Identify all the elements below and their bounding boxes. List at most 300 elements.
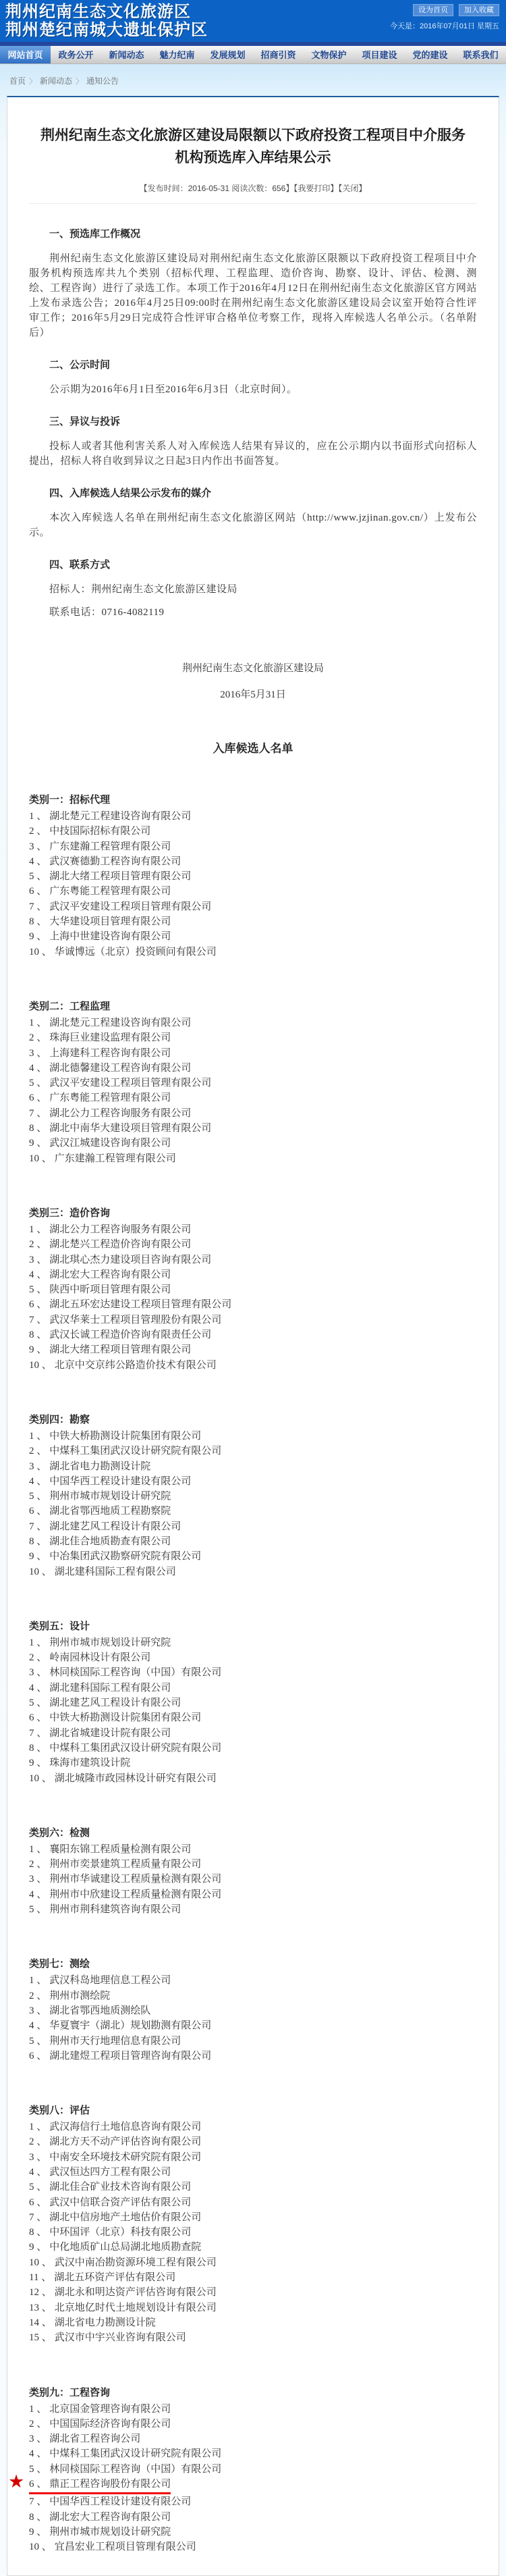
nav-item-8[interactable]: 项目建设 <box>362 50 397 60</box>
category-heading: 类别一：招标代理 <box>29 794 111 806</box>
breadcrumb-link-2[interactable]: 新闻动态 <box>40 76 73 86</box>
list-item-number: 2 、 <box>29 1859 47 1870</box>
nav-item-5[interactable]: 发展规划 <box>210 50 246 60</box>
set-home-button[interactable]: 设为首页 <box>413 4 453 16</box>
list-item-number: 2 、 <box>29 826 47 837</box>
list-item <box>29 2432 477 2446</box>
list-item-name: 北京国金管理咨询有限公司 <box>49 2403 171 2415</box>
list-item-name: 中国国际经济咨询有限公司 <box>49 2418 171 2429</box>
list-item <box>29 2270 477 2285</box>
nav-item-2[interactable]: 政务公开 <box>58 50 94 60</box>
list-item-number: 9 、 <box>29 2242 47 2253</box>
list-item-number: 9 、 <box>29 1138 47 1149</box>
breadcrumb-link-3[interactable]: 通知公告 <box>86 76 119 86</box>
list-item <box>29 2446 477 2461</box>
list-item-name: 湖北中南华大建设项目管理有限公司 <box>49 1123 212 1134</box>
category-block-8 <box>29 2103 477 2345</box>
list-item <box>29 1030 477 1045</box>
list-item-number: 6 、 <box>29 1299 47 1311</box>
list-item-number: 4 、 <box>29 1889 47 1900</box>
list-item <box>29 2540 477 2554</box>
list-item-name: 鼎正工程咨询股份有限公司 <box>49 2479 171 2490</box>
list-item <box>29 2285 477 2300</box>
list-item <box>29 2402 477 2417</box>
list-item-number: 4 、 <box>29 856 47 867</box>
list-item <box>29 1565 477 1579</box>
list-item <box>29 2330 477 2345</box>
candidate-list-title: 入库候选人名单 <box>213 742 293 755</box>
list-item <box>29 1771 477 1786</box>
list-item-name: 湖北建科国际工程有限公司 <box>49 1682 171 1693</box>
list-item-number: 6 、 <box>29 2479 47 2490</box>
list-item-name: 中国华西工程设计建设有限公司 <box>49 1475 192 1487</box>
list-item-number: 8 、 <box>29 1330 47 1341</box>
list-item-name: 广东粤能工程管理有限公司 <box>49 886 171 897</box>
list-item-number: 3 、 <box>29 1254 47 1265</box>
list-item-name: 荆州市奕景建筑工程质量有限公司 <box>49 1859 202 1870</box>
list-item <box>29 1534 477 1549</box>
list-item-name: 中国华西工程设计建设有限公司 <box>49 2496 192 2508</box>
list-item <box>29 1282 477 1297</box>
list-item <box>29 1313 477 1328</box>
list-item-number: 8 、 <box>29 2511 47 2523</box>
list-item-name: 湖北省鄂西地质测绘队 <box>49 2005 151 2016</box>
list-item-name: 武汉科岛地理信息工程公司 <box>49 1975 171 1987</box>
list-item <box>29 1222 477 1237</box>
list-item-name: 湖北永和明达资产评估咨询有限公司 <box>54 2287 217 2298</box>
list-item-name: 湖北省电力勘测设计院 <box>49 1461 151 1472</box>
category-heading: 类别六：检测 <box>29 1826 90 1839</box>
signature-org: 荆州纪南生态文化旅游区建设局 <box>181 663 324 674</box>
list-item-name: 中南安全环境技术研究院有限公司 <box>49 2151 202 2163</box>
list-item-number: 6 、 <box>29 886 47 897</box>
list-item-number: 10 、 <box>29 2257 52 2268</box>
list-item-number: 3 、 <box>29 2434 47 2445</box>
list-item-name: 北京地亿时代土地规划设计有限公司 <box>54 2302 217 2313</box>
list-item-name: 湖北琪心杰力建设项目咨询有限公司 <box>49 1254 212 1265</box>
list-item-number: 3 、 <box>29 1874 47 1885</box>
list-item-number: 10 、 <box>29 946 52 957</box>
category-heading: 类别九：工程咨询 <box>29 2386 111 2398</box>
list-item <box>29 1681 477 1696</box>
list-item-name: 武汉海信行土地信息咨询有限公司 <box>49 2122 202 2133</box>
list-item <box>29 1076 477 1090</box>
list-item-name: 湖北五环资产评估有限公司 <box>54 2272 176 2284</box>
list-item-name: 大华建设项目管理有限公司 <box>49 916 171 928</box>
category-heading: 类别八：评估 <box>29 2105 90 2117</box>
list-item-name: 湖北佳合地质勘查有限公司 <box>49 1535 171 1547</box>
category-block-4 <box>29 1412 477 1579</box>
list-item <box>29 899 477 914</box>
list-item <box>29 929 477 944</box>
list-item-name: 广东粤能工程管理有限公司 <box>49 1093 171 1104</box>
category-block-6 <box>29 1825 477 1917</box>
list-item-name: 湖北佳合矿业技术咨询有限公司 <box>49 2182 192 2193</box>
list-item <box>29 1459 477 1474</box>
list-item-name: 湖北建艺风工程设计有限公司 <box>49 1521 181 1532</box>
list-item-number: 5 、 <box>29 1491 47 1502</box>
section-paragraph: 荆州纪南生态文化旅游区建设局对荆州纪南生态文化旅游区限额以下政府投资工程项目中介服务机构预选库共九个类别（招标代理、工程监理、造价咨询、勘察、设计、评估、检测、测绘、工程咨询）进行了录选工作。本项工作于2016年4月12日在荆州纪南生态文化旅游区官方网站上发布录选公告；2016年4月25日09:00时在荆州纪南生态文化旅游区建设局会议室开始符合性评审工作；2016年5月29日完成符合性评审合格单位考察工作，现将入库候选人名单公示。（名单附后） <box>29 253 477 338</box>
category-heading: 类别二：工程监理 <box>29 1000 111 1012</box>
list-item <box>29 1121 477 1136</box>
list-item-name: 湖北省工程咨询公司 <box>49 2434 141 2445</box>
breadcrumb-link-1[interactable]: 首页 <box>9 76 26 86</box>
list-item-number: 10 、 <box>29 1359 52 1371</box>
list-item-number: 4 、 <box>29 1475 47 1487</box>
list-item-number: 5 、 <box>29 1078 47 1089</box>
article-card <box>7 96 499 2576</box>
list-item-number: 6 、 <box>29 1093 47 1104</box>
list-item-name: 湖北省电力勘测设计院 <box>54 2317 156 2328</box>
list-item <box>29 2494 477 2509</box>
list-item <box>29 1741 477 1756</box>
list-item <box>29 2301 477 2315</box>
list-item-number: 3 、 <box>29 1667 47 1679</box>
list-item <box>29 2525 477 2540</box>
list-item-number: 1 、 <box>29 811 47 822</box>
list-item <box>29 1650 477 1665</box>
list-item-name: 珠海市建筑设计院 <box>49 1758 131 1769</box>
list-item-name: 荆州市城市规划设计研究院 <box>49 1491 171 1502</box>
list-item-name: 湖北德馨建设工程咨询有限公司 <box>49 1062 192 1074</box>
list-item-number: 6 、 <box>29 2197 47 2208</box>
list-item-name: 广东建瀚工程管理有限公司 <box>54 1153 176 1164</box>
site-title-line2: 荆州楚纪南城大遗址保护区 <box>5 21 208 39</box>
list-item <box>29 945 477 960</box>
list-item-name: 湖北公力工程咨询服务有限公司 <box>49 1224 192 1235</box>
list-item-name: 岭南园林设计有限公司 <box>49 1652 151 1664</box>
list-item-name: 华夏寰宇（湖北）规划勘测有限公司 <box>49 2020 212 2032</box>
list-item-name: 中铁大桥勘测设计院集团有限公司 <box>49 1712 202 1724</box>
list-item-name: 中化地质矿山总局湖北地质勘查院 <box>49 2242 202 2253</box>
list-item-number: 1 、 <box>29 1430 47 1442</box>
print-button[interactable]: 【我要打印】 <box>293 184 339 193</box>
list-item <box>29 914 477 929</box>
list-item <box>29 1090 477 1105</box>
list-item-number: 10 、 <box>29 1153 52 1164</box>
list-item-number: 4 、 <box>29 2167 47 2178</box>
category-block-1 <box>29 792 477 960</box>
list-item-number: 2 、 <box>29 2418 47 2429</box>
list-item-name: 湖北宏大工程咨询有限公司 <box>49 2511 171 2523</box>
list-item-name: 珠海巨业建设监理有限公司 <box>49 1032 171 1044</box>
category-block-5 <box>29 1619 477 1786</box>
category-block-9 <box>8 2385 477 2555</box>
list-item <box>29 1151 477 1166</box>
list-item-name: 武汉华莱士工程项目管理股份有限公司 <box>49 1314 222 1325</box>
list-item-number: 13 、 <box>29 2302 52 2313</box>
list-item-number: 5 、 <box>29 1904 47 1916</box>
list-item <box>29 1887 477 1902</box>
list-item-number: 5 、 <box>29 2463 47 2475</box>
list-item-name: 荆州市天行地理信息有限公司 <box>49 2035 181 2047</box>
list-item <box>29 1444 477 1458</box>
list-item-name: 中煤科工集团武汉设计研究院有限公司 <box>49 1742 222 1754</box>
page-title: 荆州纪南生态文化旅游区建设局限额以下政府投资工程项目中介服务机构预选库入库结果公示 <box>40 128 466 165</box>
list-item-name: 武汉中信联合资产评估有限公司 <box>49 2197 192 2208</box>
highlighted-item <box>29 2477 171 2494</box>
list-item-name: 中技国际招标有限公司 <box>49 826 151 837</box>
list-item-name: 中煤科工集团武汉设计研究院有限公司 <box>49 1446 222 1457</box>
header-right <box>390 3 499 31</box>
list-item <box>29 1489 477 1504</box>
list-item-name: 湖北楚元工程建设咨询有限公司 <box>49 1017 192 1028</box>
list-item <box>29 2510 477 2525</box>
list-item-number: 6 、 <box>29 1712 47 1724</box>
list-item <box>29 1358 477 1373</box>
list-item <box>29 1046 477 1061</box>
list-item <box>29 2180 477 2194</box>
list-item-name: 林同棪国际工程咨询（中国）有限公司 <box>49 2463 222 2475</box>
list-item <box>29 1474 477 1489</box>
list-item <box>29 1549 477 1564</box>
list-item <box>29 2315 477 2330</box>
list-item-number: 8 、 <box>29 916 47 928</box>
list-item <box>29 1061 477 1076</box>
signature-date: 2016年5月31日 <box>220 689 286 700</box>
section-heading-3: 三、异议与投诉 <box>49 416 121 427</box>
list-item-name: 湖北五环宏达建设工程项目管理有限公司 <box>49 1299 232 1311</box>
list-item <box>29 1504 477 1519</box>
nav-item-9[interactable]: 党的建设 <box>412 50 448 60</box>
list-item <box>29 2255 477 2270</box>
category-heading: 类别五：设计 <box>29 1620 90 1632</box>
nav-item-4[interactable]: 魅力纪南 <box>159 50 195 60</box>
add-favorite-button[interactable]: 加入收藏 <box>459 4 499 16</box>
list-item-number: 5 、 <box>29 1284 47 1296</box>
list-item-name: 荆州市测绘院 <box>49 1990 111 2001</box>
list-item <box>29 2134 477 2149</box>
list-item-number: 8 、 <box>29 1742 47 1754</box>
list-item <box>29 2195 477 2210</box>
list-item <box>29 854 477 869</box>
list-item-name: 荆州市华诚建设工程质量检测有限公司 <box>49 1874 222 1885</box>
list-item-name: 武汉赛德勤工程咨询有限公司 <box>49 856 181 867</box>
list-item-name: 湖北方天不动产评估咨询有限公司 <box>49 2136 202 2148</box>
list-item-number: 2 、 <box>29 1446 47 1457</box>
list-item <box>29 2034 477 2049</box>
list-item-number: 10 、 <box>29 1566 52 1577</box>
category-block-7 <box>29 1956 477 2064</box>
list-item-number: 12 、 <box>29 2287 52 2298</box>
list-item <box>29 2018 477 2033</box>
list-item-name: 湖北省城建设计院有限公司 <box>49 1727 171 1739</box>
list-item <box>29 2120 477 2134</box>
list-item <box>29 1136 477 1151</box>
section-paragraph: 招标人：荆州纪南生态文化旅游区建设局 <box>49 584 238 595</box>
list-item-name: 武汉长诚工程造价咨询有限责任公司 <box>49 1330 212 1341</box>
list-item <box>29 1710 477 1725</box>
section-heading-2: 二、公示时间 <box>49 359 111 371</box>
list-item-number: 15 、 <box>29 2332 52 2344</box>
list-item-number: 1 、 <box>29 1843 47 1855</box>
list-item-number: 7 、 <box>29 1314 47 1325</box>
list-item-name: 中冶集团武汉勘察研究院有限公司 <box>49 1551 202 1562</box>
nav-item-3[interactable]: 新闻动态 <box>109 50 144 60</box>
list-item-number: 2 、 <box>29 2136 47 2148</box>
list-item <box>29 1726 477 1741</box>
list-item-number: 7 、 <box>29 2496 47 2508</box>
list-item-name: 上海中世建设咨询有限公司 <box>49 931 171 943</box>
list-item-name: 陕西中昕项目管理有限公司 <box>49 1284 171 1296</box>
list-item-number: 4 、 <box>29 2448 47 2460</box>
list-item-number: 5 、 <box>29 2035 47 2047</box>
list-item <box>29 1342 477 1357</box>
list-item-name: 湖北中信房地产土地估价有限公司 <box>49 2211 202 2223</box>
list-item-number: 14 、 <box>29 2317 52 2328</box>
main-nav <box>0 46 506 64</box>
list-item-number: 1 、 <box>29 2403 47 2415</box>
list-item <box>29 2210 477 2225</box>
category-heading: 类别三：造价咨询 <box>29 1207 111 1219</box>
breadcrumb-separator: 〉 <box>29 78 37 86</box>
list-item-number: 2 、 <box>29 1032 47 1044</box>
list-item-name: 林同棪国际工程咨询（中国）有限公司 <box>49 1667 222 1679</box>
list-item-number: 3 、 <box>29 1047 47 1059</box>
list-item <box>29 2462 477 2477</box>
list-item <box>29 1016 477 1030</box>
list-item <box>29 1857 477 1872</box>
list-item-name: 荆州市中欣建设工程质量检测有限公司 <box>49 1889 222 1900</box>
list-item-number: 9 、 <box>29 1344 47 1356</box>
list-item-name: 湖北公力工程咨询服务有限公司 <box>49 1107 192 1119</box>
list-item-name: 湖北建科国际工程有限公司 <box>54 1566 176 1577</box>
list-item-number: 1 、 <box>29 1637 47 1648</box>
list-item-number: 6 、 <box>29 2050 47 2061</box>
list-item-number: 7 、 <box>29 1727 47 1739</box>
category-block-3 <box>29 1205 477 1373</box>
list-item-name: 广东建瀚工程管理有限公司 <box>49 841 171 852</box>
list-item-number: 8 、 <box>29 1535 47 1547</box>
list-item-number: 5 、 <box>29 2182 47 2193</box>
signature-block <box>29 660 477 701</box>
list-item-name: 湖北楚元工程建设咨询有限公司 <box>49 811 192 822</box>
list-item-name: 北京中交京纬公路造价技术有限公司 <box>54 1359 217 1371</box>
list-item-number: 9 、 <box>29 1551 47 1562</box>
list-item <box>29 1297 477 1312</box>
list-item-number: 8 、 <box>29 2227 47 2238</box>
list-item-number: 9 、 <box>29 931 47 943</box>
list-item-number: 5 、 <box>29 1698 47 1709</box>
list-item-number: 1 、 <box>29 1975 47 1987</box>
list-item <box>29 809 477 824</box>
list-item <box>29 2225 477 2240</box>
list-item <box>29 1635 477 1650</box>
list-item-name: 湖北楚兴工程造价咨询有限公司 <box>49 1239 192 1251</box>
star-icon: ★ <box>8 2471 25 2492</box>
list-item <box>29 1253 477 1267</box>
list-item-name: 湖北建艺风工程设计有限公司 <box>49 1698 181 1709</box>
section-paragraph: 本次入库候选人名单在荆州纪南生态文化旅游区网站（http://www.jzjinan.gov.cn/）上发布公示。 <box>29 512 477 538</box>
section-heading-1: 一、预选库工作概况 <box>49 228 141 240</box>
list-item <box>29 824 477 839</box>
list-item-name: 武汉中南冶勘资源环境工程有限公司 <box>54 2257 217 2268</box>
list-item <box>29 1519 477 1534</box>
list-item-number: 3 、 <box>29 2005 47 2016</box>
breadcrumb <box>0 64 506 96</box>
site-header <box>0 0 506 42</box>
list-item <box>29 1267 477 1282</box>
list-item <box>29 1973 477 1988</box>
nav-item-6[interactable]: 招商引资 <box>260 50 296 60</box>
list-item-number: 6 、 <box>29 1506 47 1517</box>
list-item-name: 湖北城隆市政园林设计研究有限公司 <box>54 1772 217 1784</box>
section-paragraph: 投标人或者其他利害关系人对入库候选人结果有异议的，应在公示期内以书面形式向招标人提出，招标人将自收到异议之日起3日内作出书面答复。 <box>29 441 477 467</box>
list-item-name: 武汉江城建设咨询有限公司 <box>49 1138 171 1149</box>
list-item-number: 7 、 <box>29 2211 47 2223</box>
list-item <box>29 2003 477 2018</box>
list-item-number: 1 、 <box>29 1017 47 1028</box>
list-item <box>29 1756 477 1770</box>
list-item-name: 湖北宏大工程咨询有限公司 <box>49 1269 171 1280</box>
list-item <box>29 2150 477 2165</box>
list-item <box>29 1328 477 1342</box>
list-item <box>29 2417 477 2432</box>
close-button[interactable]: 【关闭】 <box>338 184 367 193</box>
list-item <box>29 2240 477 2255</box>
list-item-number: 3 、 <box>29 841 47 852</box>
nav-item-1[interactable]: 网站首页 <box>0 46 51 63</box>
list-item <box>29 2165 477 2180</box>
list-item <box>29 1872 477 1887</box>
article-body <box>29 227 477 620</box>
section-heading-5: 四、联系方式 <box>49 559 111 571</box>
list-item-number: 4 、 <box>29 1682 47 1693</box>
list-item-name: 湖北省鄂西地质工程勘察院 <box>49 1506 171 1517</box>
list-item <box>29 884 477 899</box>
site-title <box>5 3 208 39</box>
list-item-name: 湖北大绪工程项目管理有限公司 <box>49 1344 192 1356</box>
list-item-name: 湖北建煜工程项目管理咨询有限公司 <box>49 2050 212 2061</box>
content-background <box>0 64 506 2576</box>
breadcrumb-separator: 〉 <box>76 78 84 86</box>
list-item <box>29 1237 477 1252</box>
section-paragraph: 公示期为2016年6月1日至2016年6月3日（北京时间）。 <box>49 384 298 395</box>
list-item-number: 1 、 <box>29 1224 47 1235</box>
section-heading-4: 四、入库候选人结果公示发布的媒介 <box>49 488 212 499</box>
list-item-number: 2 、 <box>29 1990 47 2001</box>
list-item-name: 武汉市中宇兴业咨询有限公司 <box>54 2332 186 2344</box>
list-item-number: 5 、 <box>29 871 47 883</box>
list-item-name: 武汉平安建设工程项目管理有限公司 <box>49 901 212 912</box>
list-item-name: 华诚博远（北京）投资顾问有限公司 <box>54 946 217 957</box>
list-item <box>8 2471 477 2494</box>
list-item <box>29 869 477 884</box>
list-item-number: 9 、 <box>29 1758 47 1769</box>
list-item <box>29 2049 477 2064</box>
list-item <box>29 1696 477 1710</box>
nav-item-7[interactable]: 文物保护 <box>311 50 347 60</box>
list-item-name: 武汉恒达四方工程有限公司 <box>49 2167 171 2178</box>
list-item-number: 11 、 <box>29 2272 52 2284</box>
list-item-name: 武汉平安建设工程项目管理有限公司 <box>49 1078 212 1089</box>
list-item-name: 上海建科工程咨询有限公司 <box>49 1047 171 1059</box>
list-item <box>29 1429 477 1444</box>
header-buttons <box>390 4 499 16</box>
meta-publish-info: 【发布时间：2016-05-31 阅读次数：656】 <box>139 184 294 193</box>
section-paragraph: 联系电话：0716-4082119 <box>49 607 165 618</box>
nav-item-10[interactable]: 联系我们 <box>463 50 499 60</box>
list-item-number: 8 、 <box>29 1123 47 1134</box>
list-item-name: 荆州市城市规划设计研究院 <box>49 2526 171 2538</box>
list-item-number: 7 、 <box>29 1521 47 1532</box>
list-item-number: 10 、 <box>29 1772 52 1784</box>
list-item-name: 荆州市荆科建筑咨询有限公司 <box>49 1904 181 1916</box>
list-item-number: 3 、 <box>29 2151 47 2163</box>
category-block-2 <box>29 999 477 1166</box>
category-heading: 类别七：测绘 <box>29 1958 90 1970</box>
list-item-name: 湖北大绪工程项目管理有限公司 <box>49 871 192 883</box>
